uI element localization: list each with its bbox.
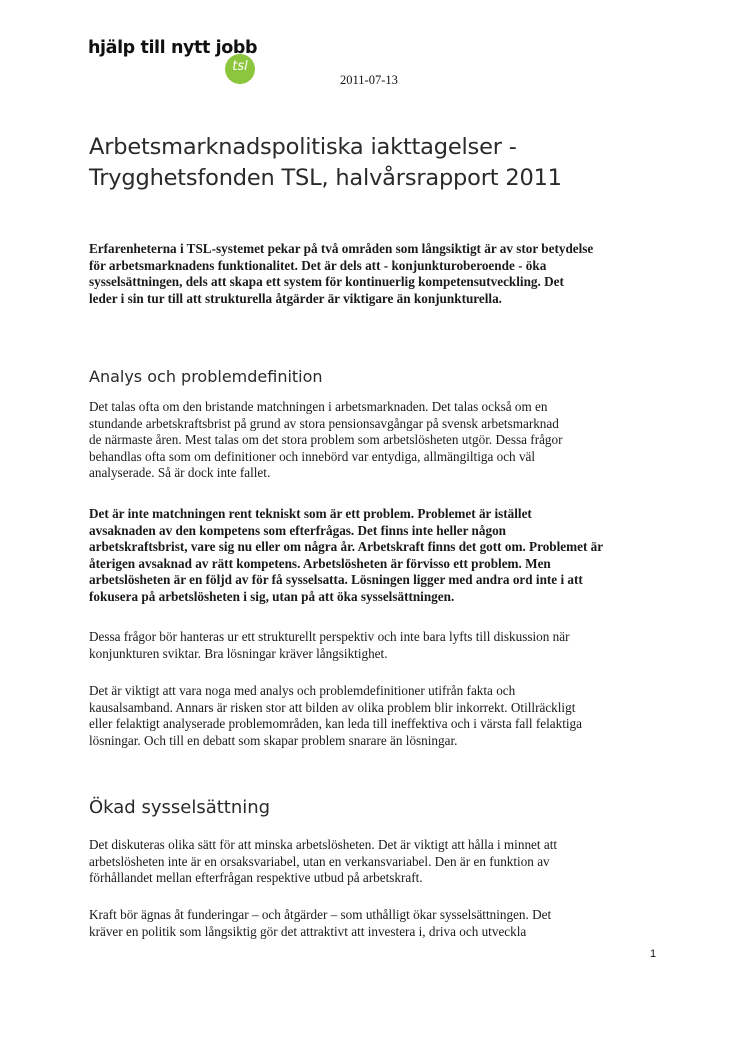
document-title <box>89 132 649 194</box>
text-line: förhållandet mellan efterfrågan respektive utbud på arbetskraft. <box>89 870 423 886</box>
tsl-logo <box>88 38 268 88</box>
text-line: Det diskuteras olika sätt för att minska arbetslösheten. Det är viktigt att hålla i minnet att <box>89 837 558 852</box>
text-line: Det är inte matchningen rent tekniskt som är ett problem. Problemet är istället <box>89 506 532 521</box>
title-line: Arbetsmarknadspolitiska iakttagelser - <box>89 134 517 160</box>
text-line: stundande arbetskraftsbrist på grund av stora pensionsavgångar på svensk arbetsmarknad <box>89 415 559 431</box>
text-line: lösningar. Och till en debatt som skapar problem snarare än lösningar. <box>89 732 458 748</box>
section2-paragraph-1 <box>89 837 663 887</box>
text-line: sysselsättningen, dels att skapa ett system för kontinuerlig kompetensutveckling. Det <box>89 274 564 290</box>
text-line: kräver en politik som långsiktig gör det attraktivt att investera i, driva och utveckla <box>89 923 527 939</box>
logo-badge <box>225 54 255 84</box>
text-line: för arbetsmarknadens funktionalitet. Det är dels att - konjunkturoberoende - öka <box>89 257 547 273</box>
text-line: Det talas ofta om den bristande matchningen i arbetsmarknaden. Det talas också om en <box>89 399 548 414</box>
text-line: kausalsamband. Annars är risken stor att bilden av olika problem blir inkorrekt. Otillräckligt <box>89 699 576 715</box>
section1-paragraph-2 <box>89 506 663 606</box>
text-line: arbetslösheten inte är en orsaksvariabel, utan en verkansvariabel. Den är en funktion av <box>89 853 550 869</box>
section1-paragraph-4 <box>89 683 663 749</box>
text-line: arbetskraftsbrist, vare sig nu eller om några år. Arbetskraft finns det gott om. Problemet är <box>89 539 604 555</box>
intro-paragraph <box>89 241 663 307</box>
logo-text: hjälp till nytt jobb <box>88 38 258 58</box>
document-date: 2011-07-13 <box>340 73 398 87</box>
section-heading-analys: Analys och problemdefinition <box>89 367 323 386</box>
text-line: leder i sin tur till att strukturella åtgärder är viktigare än konjunkturella. <box>89 290 502 306</box>
text-line: analyserade. Så är dock inte fallet. <box>89 465 271 481</box>
text-line: återigen avsaknad av rätt kompetens. Arbetslösheten är förvisso ett problem. Men <box>89 555 551 571</box>
text-line: behandlas ofta som om definitioner och innebörd var entydiga, allmängiltiga och väl <box>89 448 536 464</box>
logo-badge-text: tsl <box>232 59 248 74</box>
text-line: Det är viktigt att vara noga med analys och problemdefinitioner utifrån fakta och <box>89 683 516 698</box>
text-line: eller felaktigt analyserade problemområden, kan leda till ineffektiva och i värsta fall felaktiga <box>89 716 582 732</box>
text-line: Erfarenheterna i TSL-systemet pekar på två områden som långsiktigt är av stor betydelse <box>89 241 594 256</box>
page-number: 1 <box>650 948 657 960</box>
text-line: avsaknaden av den kompetens som efterfrågas. Det finns inte heller någon <box>89 522 506 538</box>
text-line: arbetslösheten är en följd av för få sysselsatta. Lösningen ligger med andra ord inte i att <box>89 572 583 588</box>
section2-paragraph-2 <box>89 907 663 940</box>
section1-paragraph-3 <box>89 629 663 662</box>
text-line: Dessa frågor bör hanteras ur ett strukturellt perspektiv och inte bara lyfts till diskussion när <box>89 629 570 644</box>
text-line: Kraft bör ägnas åt funderingar – och åtgärder – som uthålligt ökar sysselsättningen. Det <box>89 907 552 922</box>
section-heading-sysselsattning: Ökad sysselsättning <box>89 797 271 818</box>
title-line: Trygghetsfonden TSL, halvårsrapport 2011 <box>89 165 562 191</box>
text-line: fokusera på arbetslösheten i sig, utan på att öka sysselsättningen. <box>89 588 455 604</box>
section1-paragraph-1 <box>89 399 663 482</box>
text-line: de närmaste åren. Mest talas om det stora problem som arbetslösheten utgör. Dessa frågor <box>89 432 563 448</box>
text-line: konjunkturen sviktar. Bra lösningar kräver långsiktighet. <box>89 645 388 661</box>
